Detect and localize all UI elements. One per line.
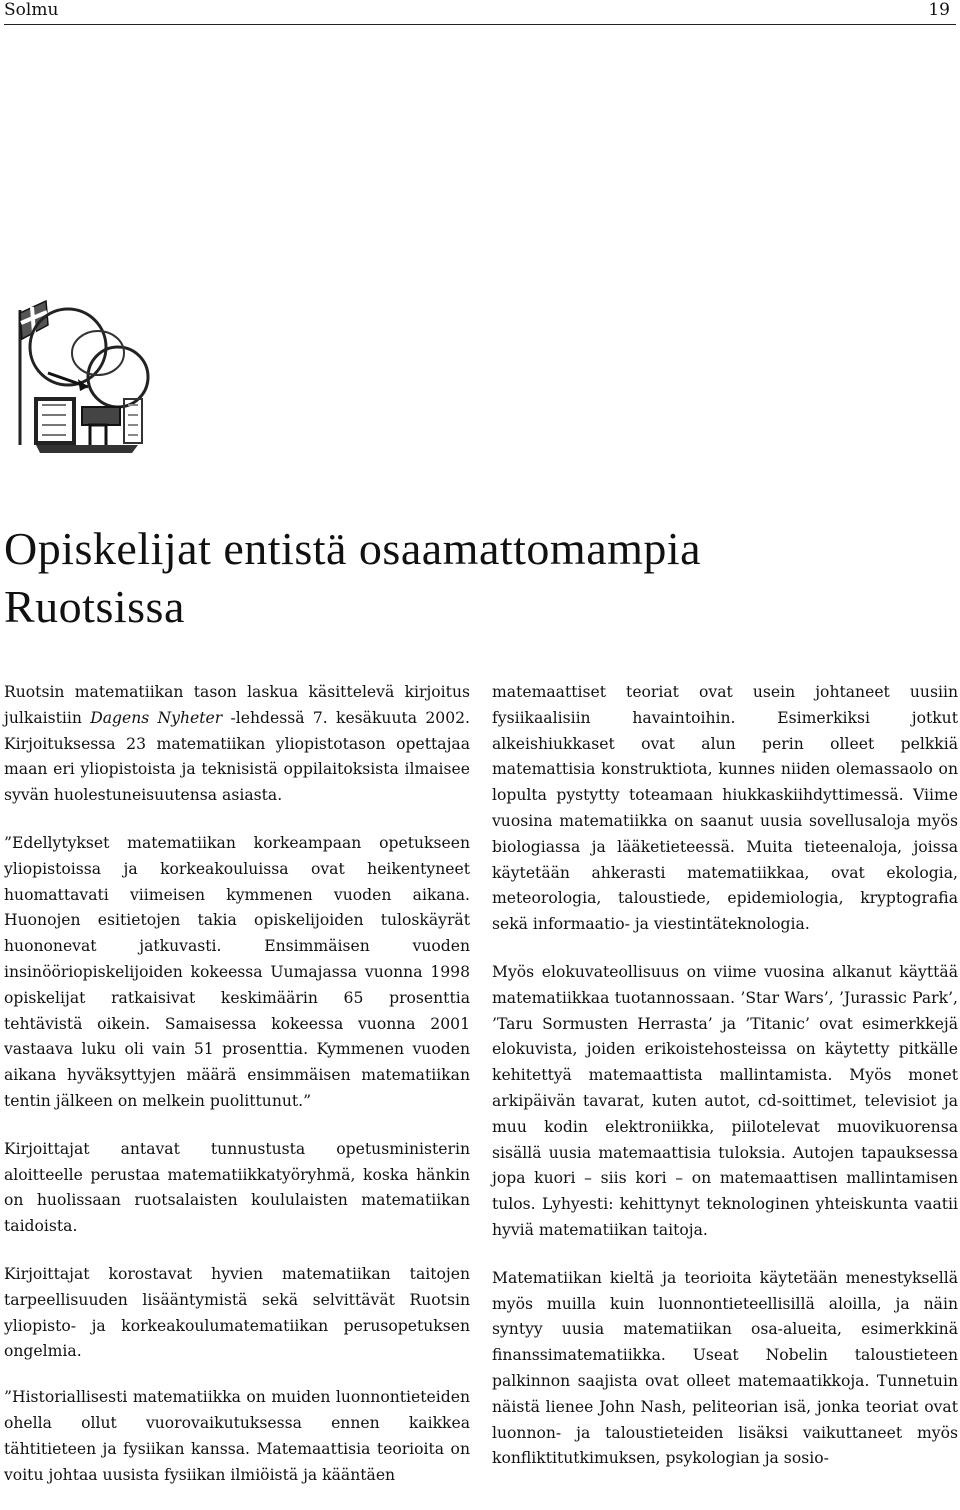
paragraph-economics: Matematiikan kieltä ja teorioita käytetään menestyksellä myös muilla kuin luonnontieteellisillä aloilla, ja näin syntyy uusia matematiikan osa-alueita, esimerkkinä finanssimatematiikka. Useat Nobelin taloustieteen palkinnon saajista ovat olleet matemaatikkoja. Tunnetuin näistä lienee John Nash, peliteorian isä, jonka teoriat ovat luonnon- ja taloustieteiden lisäksi vaikuttaneet myös konfliktitutkimuksen, psykologian ja sosio-	[492, 1268, 958, 1468]
article-title-line-2: Ruotsissa	[4, 581, 185, 632]
journal-name: Solmu	[4, 0, 59, 20]
paragraph-film: Myös elokuvateollisuus on viime vuosina alkanut käyttää matematiikkaa tuotannossaan. ’Star Wars’, ’Jurassic Park’, ’Taru Sormusten Herrasta’ ja ’Titanic’ ovat esimerkkejä elokuvista, joiden erikoistehosteissa on käytetty pitkälle kehitettyä matemaattista mallintamista. Myös monet arkipäivän tavarat, kuten autot, cd-soittimet, televisiot ja muu kodin elektroniikka, piilotelevat muovikuorensa sisällä uusia matemaattisia tuloksia. Autojen tapauksessa jopa kuori – siis kori – on matemaattisen mallintamisen tulos. Lyhyesti: kehittynyt teknologinen yhteiskunta vaatii hyviä matematiikan taitoja.	[492, 962, 958, 1239]
paragraph-history: ”Historiallisesti matematiikka on muiden luonnontieteiden ohella ollut vuorovaikutuksessa ennen kaikkea tähtitieteen ja fysiikan kanssa. Matemaattisia teorioita on voitu johtaa uusista fysiikan ilmiöistä ja kääntäen	[4, 1388, 470, 1484]
article-title-line-1: Opiskelijat entistä osaamattomampia	[4, 523, 702, 574]
dagens-nyheter-emblem-icon	[6, 295, 156, 455]
paragraph-problems: Kirjoittajat korostavat hyvien matematiikan taitojen tarpeellisuuden lisääntymistä sekä selvittävät Ruotsin yliopisto- ja korkeakoulumatematiikan perusopetuksen ongelmia.	[4, 1264, 470, 1361]
paragraph-physics: matemaattiset teoriat ovat usein johtaneet uusiin fysiikaalisiin havaintoihin. Esimerkiksi jotkut alkeishiukkaset ovat alun perin olleet pelkkiä matemattisia konstruktiota, kunnes niiden olemassaolo on lopulta pystytty toteamaan hiukkaskiihdyttimessä. Viime vuosina matematiikka on saanut uusia sovellusaloja myös biologiassa ja lääketieteessä. Muita tieteenaloja, joissa käytetään ahkerasti matematiikkaa, ovat ekologia, meteorologia, taloustiede, epidemiologia, kryptografia sekä informaatio- ja viestintäteknologia.	[492, 683, 958, 934]
paragraph-quote: ”Edellytykset matematiikan korkeampaan opetukseen yliopistoissa ja korkeakouluissa ovat heikentyneet huomattavati viimeisen kymmenen vuoden aikana. Huonojen esitietojen takia opiskelijoiden tuloskäyrät huononevat jatkuvasti. Ensimmäisen vuoden insinööriopiskelijoiden kokeessa Uumajassa vuonna 1998 opiskelijat ratkaisivat keskimäärin 65 prosenttia tehtävistä oikein. Samaisessa kokeessa vuonna 2001 vastaava luku oli vain 51 prosenttia. Kymmenen vuoden aikana hyväksyttyjen määrä ensimmäisen matematiikan tentin jälkeen on melkein puolittunut.”	[4, 833, 470, 1110]
right-column	[492, 680, 958, 1494]
paragraph-ministry: Kirjoittajat antavat tunnustusta opetusministerin aloitteelle perustaa matematiikkatyöryhmä, koska hänkin on huolissaan ruotsalaisten koululaisten matematiikan taidoista.	[4, 1139, 470, 1236]
page-number: 19	[928, 0, 950, 20]
newspaper-name: Dagens Nyheter	[90, 708, 223, 727]
emblem-drawing	[6, 295, 156, 455]
left-column	[4, 680, 470, 1510]
paragraph-intro: Ruotsin matematiikan tason laskua käsittelevä kirjoitus julkaistiin Dagens Nyheter -lehdessä 7. kesäkuuta 2002. Kirjoituksessa 23 matematiikan yliopistotason opettajaa maan eri yliopistoista ja teknisistä oppilaitoksista ilmaisee syvän huolestuneisuutensa asiasta.	[4, 683, 471, 805]
running-header	[4, 0, 956, 25]
article-title	[4, 520, 944, 636]
